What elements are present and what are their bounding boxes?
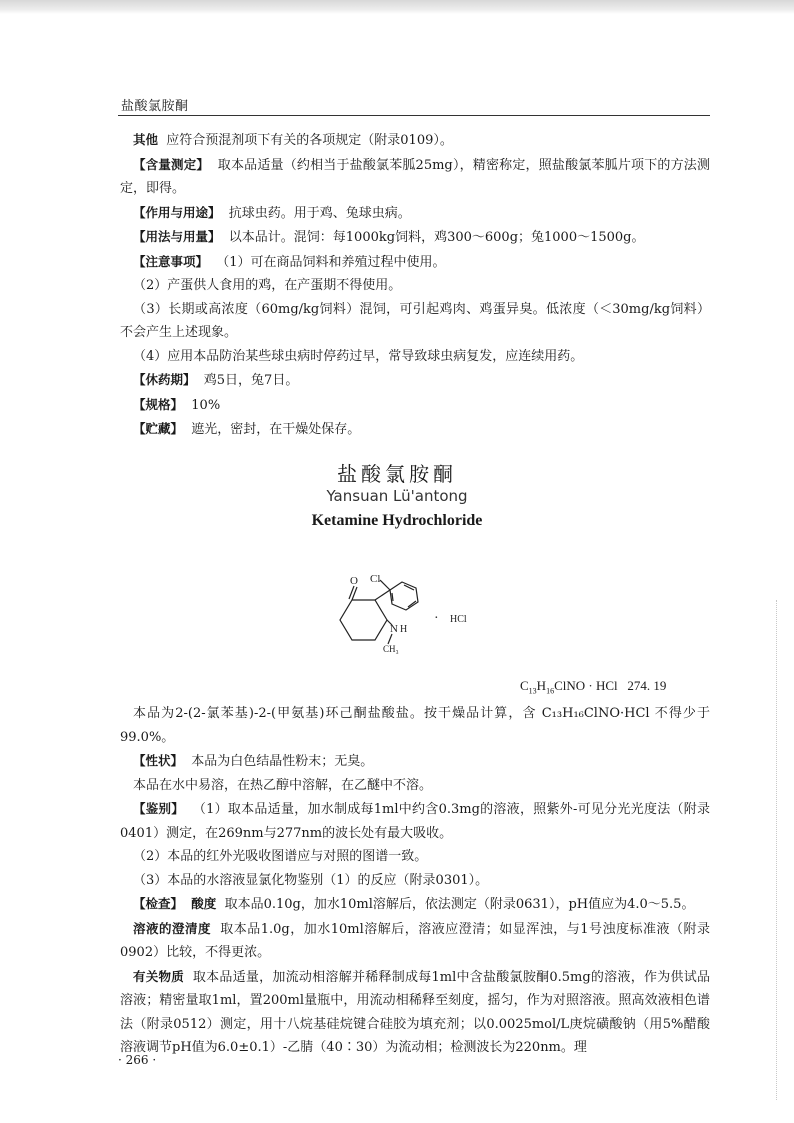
molecular-formula: $C_{13}H_{16}ClNO$ · HCl 274. 19 <box>520 678 667 696</box>
monograph-title-chinese: 盐酸氯胺酮 <box>337 462 457 486</box>
paragraph-intro: 本品为2-(2-氯苯基)-2-(甲氨基)环己酮盐酸盐。按干燥品计算，含 C₁₃H₁₆ClNO·HCl 不得少于99.0%。 <box>120 706 710 745</box>
paragraph-yongfa: 【用法与用量】 以本品计。混饲：每1000kg饲料，鸡300～600g；兔1000～1500g。 <box>133 229 645 245</box>
methyl-label: CH₃ <box>383 644 399 654</box>
running-head: 盐酸氯胺酮 <box>121 99 189 114</box>
paragraph-xingzhuang: 【性状】 本品为白色结晶性粉末；无臭。 <box>133 753 374 769</box>
hcl-label: HCl <box>450 614 467 625</box>
paragraph-zhuyi-2: （2）产蛋供人食用的鸡，在产蛋期不得使用。 <box>133 278 402 293</box>
paragraph-xingzhuang-2: 本品在水中易溶，在热乙醇中溶解，在乙醚中不溶。 <box>133 777 433 793</box>
monograph-title-english: Ketamine Hydrochloride <box>311 512 483 529</box>
header-rule <box>118 115 710 116</box>
paragraph-zhuyi-4: （4）应用本品防治某些球虫病时停药过早，常导致球虫病复发，应连续用药。 <box>133 348 584 364</box>
monograph-title-pinyin: Yansuan Lü'antong <box>326 487 468 505</box>
paragraph-zhuyi: 【注意事项】 （1）可在商品饲料和养殖过程中使用。 <box>133 253 446 270</box>
chemical-structure <box>330 570 500 660</box>
cyclohexane-ring <box>340 600 387 640</box>
monograph-body <box>120 702 710 1060</box>
paragraph-jianbie-2: （2）本品的红外光吸收图谱应与对照的图谱一致。 <box>133 849 428 864</box>
previous-monograph-section <box>120 128 710 442</box>
paragraph-jianbie: 【鉴别】 （1）取本品适量，加水制成每1ml中约含0.3mg的溶液，照紫外-可见分光光度法（附录0401）测定，在269nm与277nm的波长处有最大吸收。 <box>120 801 710 841</box>
paragraph-jiancha: 【检查】 酸度 取本品0.10g，加水10ml溶解后，依法测定（附录0631），pH值应为4.0～5.5。 <box>133 896 695 912</box>
paragraph-qita: 其他 应符合预混剂项下有关的各项规定（附录0109）。 <box>133 132 453 148</box>
paragraph-xiuyao: 【休药期】 鸡5日，兔7日。 <box>133 372 299 388</box>
nitrogen-label: N <box>390 623 398 635</box>
chlorine-label: Cl <box>370 573 381 585</box>
paragraph-jianbie-3: （3）本品的水溶液显氯化物鉴别（1）的反应（附录0301）。 <box>133 872 489 888</box>
hydrogen-label: H <box>400 624 408 635</box>
benzene-ring <box>390 582 418 610</box>
scan-edge-right <box>776 600 780 1100</box>
paragraph-zuoyong: 【作用与用途】 抗球虫药。用于鸡、兔球虫病。 <box>133 204 411 221</box>
paragraph-zhuyi-3: （3）长期或高浓度（60mg/kg饲料）混饲，可引起鸡肉、鸡蛋异臭。低浓度（＜30mg/kg饲料）不会产生上述现象。 <box>120 301 710 340</box>
oxygen-label: O <box>350 575 358 587</box>
page-number: · 266 · <box>118 1053 157 1067</box>
paragraph-youguan: 有关物质 取本品适量，加流动相溶解并稀释制成每1ml中含盐酸氯胺酮0.5mg的溶液，作为供试品溶液；精密量取1ml，置200ml量瓶中，用流动相稀释至刻度，摇匀，作为对照溶液。照高效液相色谱法（附录0512）测定，用十八烷基硅烷键合硅胶为填充剂；以0.0025mol/L庚烷磺酸钠（用5%醋酸溶液调节pH值为6.0±0.1）-乙腈（40∶30）为流动相；检测波长为220nm。理 <box>120 968 710 1055</box>
paragraph-guige: 【规格】 10% <box>133 396 221 413</box>
paragraph-zhucang: 【贮藏】 遮光，密封，在干燥处保存。 <box>133 421 361 437</box>
scan-edge <box>0 0 794 14</box>
paragraph-hanliang: 【含量测定】 取本品适量（约相当于盐酸氯苯胍25mg），精密称定，照盐酸氯苯胍片项下的方法测定，即得。 <box>120 156 710 196</box>
molecular-weight: 274. 19 <box>627 678 667 693</box>
salt-dot: · <box>434 611 439 626</box>
paragraph-chengqing: 溶液的澄清度 取本品1.0g，加水10ml溶解后，溶液应澄清；如显浑浊，与1号浊度标准液（附录0902）比较，不得更浓。 <box>120 920 710 960</box>
